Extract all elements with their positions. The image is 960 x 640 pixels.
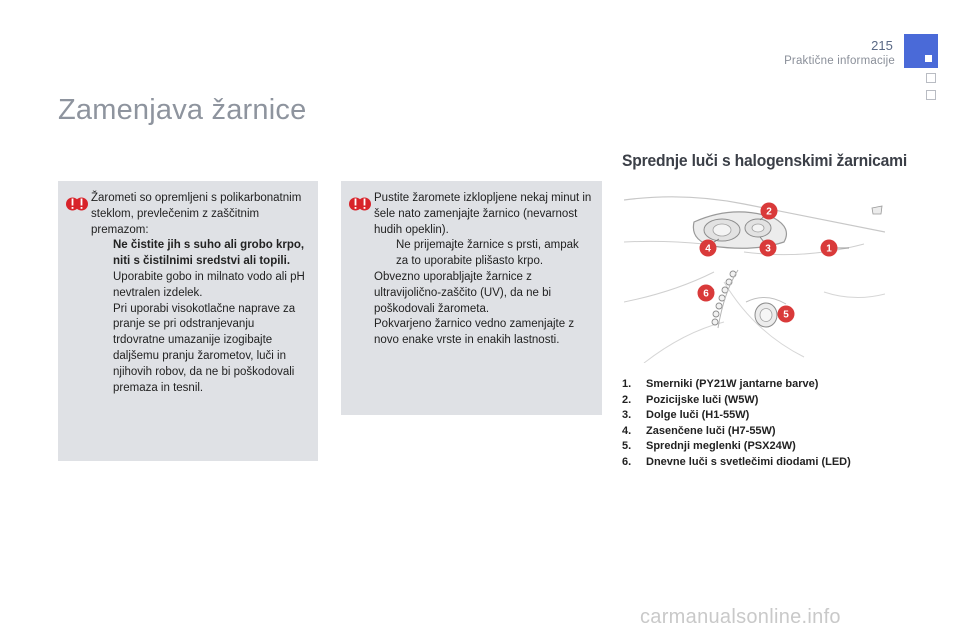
item-number: 2.: [622, 393, 632, 406]
callout-1: [821, 240, 838, 257]
section-tab-active[interactable]: [904, 34, 938, 68]
warning-intro: Žarometi so opremljeni s polikarbonatnim steklom, prevlečenim z zaščitnim premazom:: [91, 192, 302, 236]
list-item: [622, 408, 922, 424]
list-item: [91, 270, 308, 302]
callout-6: [698, 285, 715, 302]
warning-panel-polycarbonate: [58, 181, 318, 461]
list-item: [374, 238, 592, 270]
item-number: 3.: [622, 409, 632, 421]
bullet-text: Pri uporabi visokotlačne naprave za pranje se pri odstranjevanju trdovratne umazanije izogibajte daljšemu pranju žarometov, luči in njihovih robov, da ne bi poškodovali premaza in tesnil.: [113, 302, 296, 394]
callout-label: 3: [765, 243, 771, 255]
list-item: [622, 455, 922, 471]
list-item: [91, 238, 308, 270]
warning-panel-hot-bulb: [341, 181, 602, 415]
list-item: [622, 424, 922, 440]
callout-label: 5: [783, 309, 789, 321]
callout-label: 6: [703, 288, 709, 300]
item-number: 1.: [622, 378, 632, 390]
callout-label: 4: [705, 243, 711, 255]
item-number: 5.: [622, 440, 632, 452]
page-number: 215: [871, 38, 893, 53]
list-item: [91, 302, 308, 397]
warning-exclamation-icon: [66, 193, 88, 215]
item-number: 4.: [622, 424, 632, 437]
item-text: Dnevne luči s svetlečimi diodami (LED): [646, 455, 851, 468]
callout-label: 2: [766, 206, 772, 218]
item-text: Smerniki (PY21W jantarne barve): [646, 378, 819, 390]
watermark: carmanualsonline.info: [640, 606, 841, 628]
item-text: Sprednji meglenki (PSX24W): [646, 440, 796, 452]
bulb-list: [622, 377, 922, 470]
callout-5: [778, 306, 795, 323]
warning-paragraph: Pokvarjeno žarnico vedno zamenjajte z novo enake vrste in enakih lastnosti.: [374, 318, 575, 347]
callout-3: [760, 240, 777, 257]
section-heading: Sprednje luči s halogenskimi žarnicami: [622, 151, 908, 170]
item-text: Pozicijske luči (W5W): [646, 393, 759, 406]
warning-paragraph: Obvezno uporabljajte žarnice z ultravijolično-zaščito (UV), da ne bi poškodovali žarometa.: [374, 270, 552, 315]
list-item: [622, 439, 922, 455]
list-item: [622, 393, 922, 409]
section-tab[interactable]: [926, 90, 936, 100]
headlamp-diagram: [624, 182, 885, 363]
item-number: 6.: [622, 455, 632, 468]
running-head: Praktične informacije: [784, 55, 895, 67]
callout-2: [761, 203, 778, 220]
warning-exclamation-icon: [349, 193, 371, 215]
bullet-text: Uporabite gobo in milnato vodo ali pH nevtralen izdelek.: [113, 270, 305, 299]
section-tab[interactable]: [926, 73, 936, 83]
bullet-text: Ne čistite jih s suho ali grobo krpo, niti s čistilnimi sredstvi ali topili.: [113, 239, 305, 268]
callout-label: 1: [826, 243, 832, 255]
callout-4: [700, 240, 717, 257]
item-text: Zasenčene luči (H7-55W): [646, 424, 776, 437]
warning-intro: Pustite žaromete izklopljene nekaj minut in šele nato zamenjajte žarnico (nevarnost hudih opeklin).: [374, 192, 592, 236]
item-text: Dolge luči (H1-55W): [646, 409, 750, 421]
tab-dot: [925, 55, 932, 62]
list-item: [622, 377, 922, 393]
page-title: Zamenjava žarnice: [58, 94, 307, 126]
bullet-text: Ne prijemajte žarnice s prsti, ampak za to uporabite plišasto krpo.: [396, 239, 579, 268]
